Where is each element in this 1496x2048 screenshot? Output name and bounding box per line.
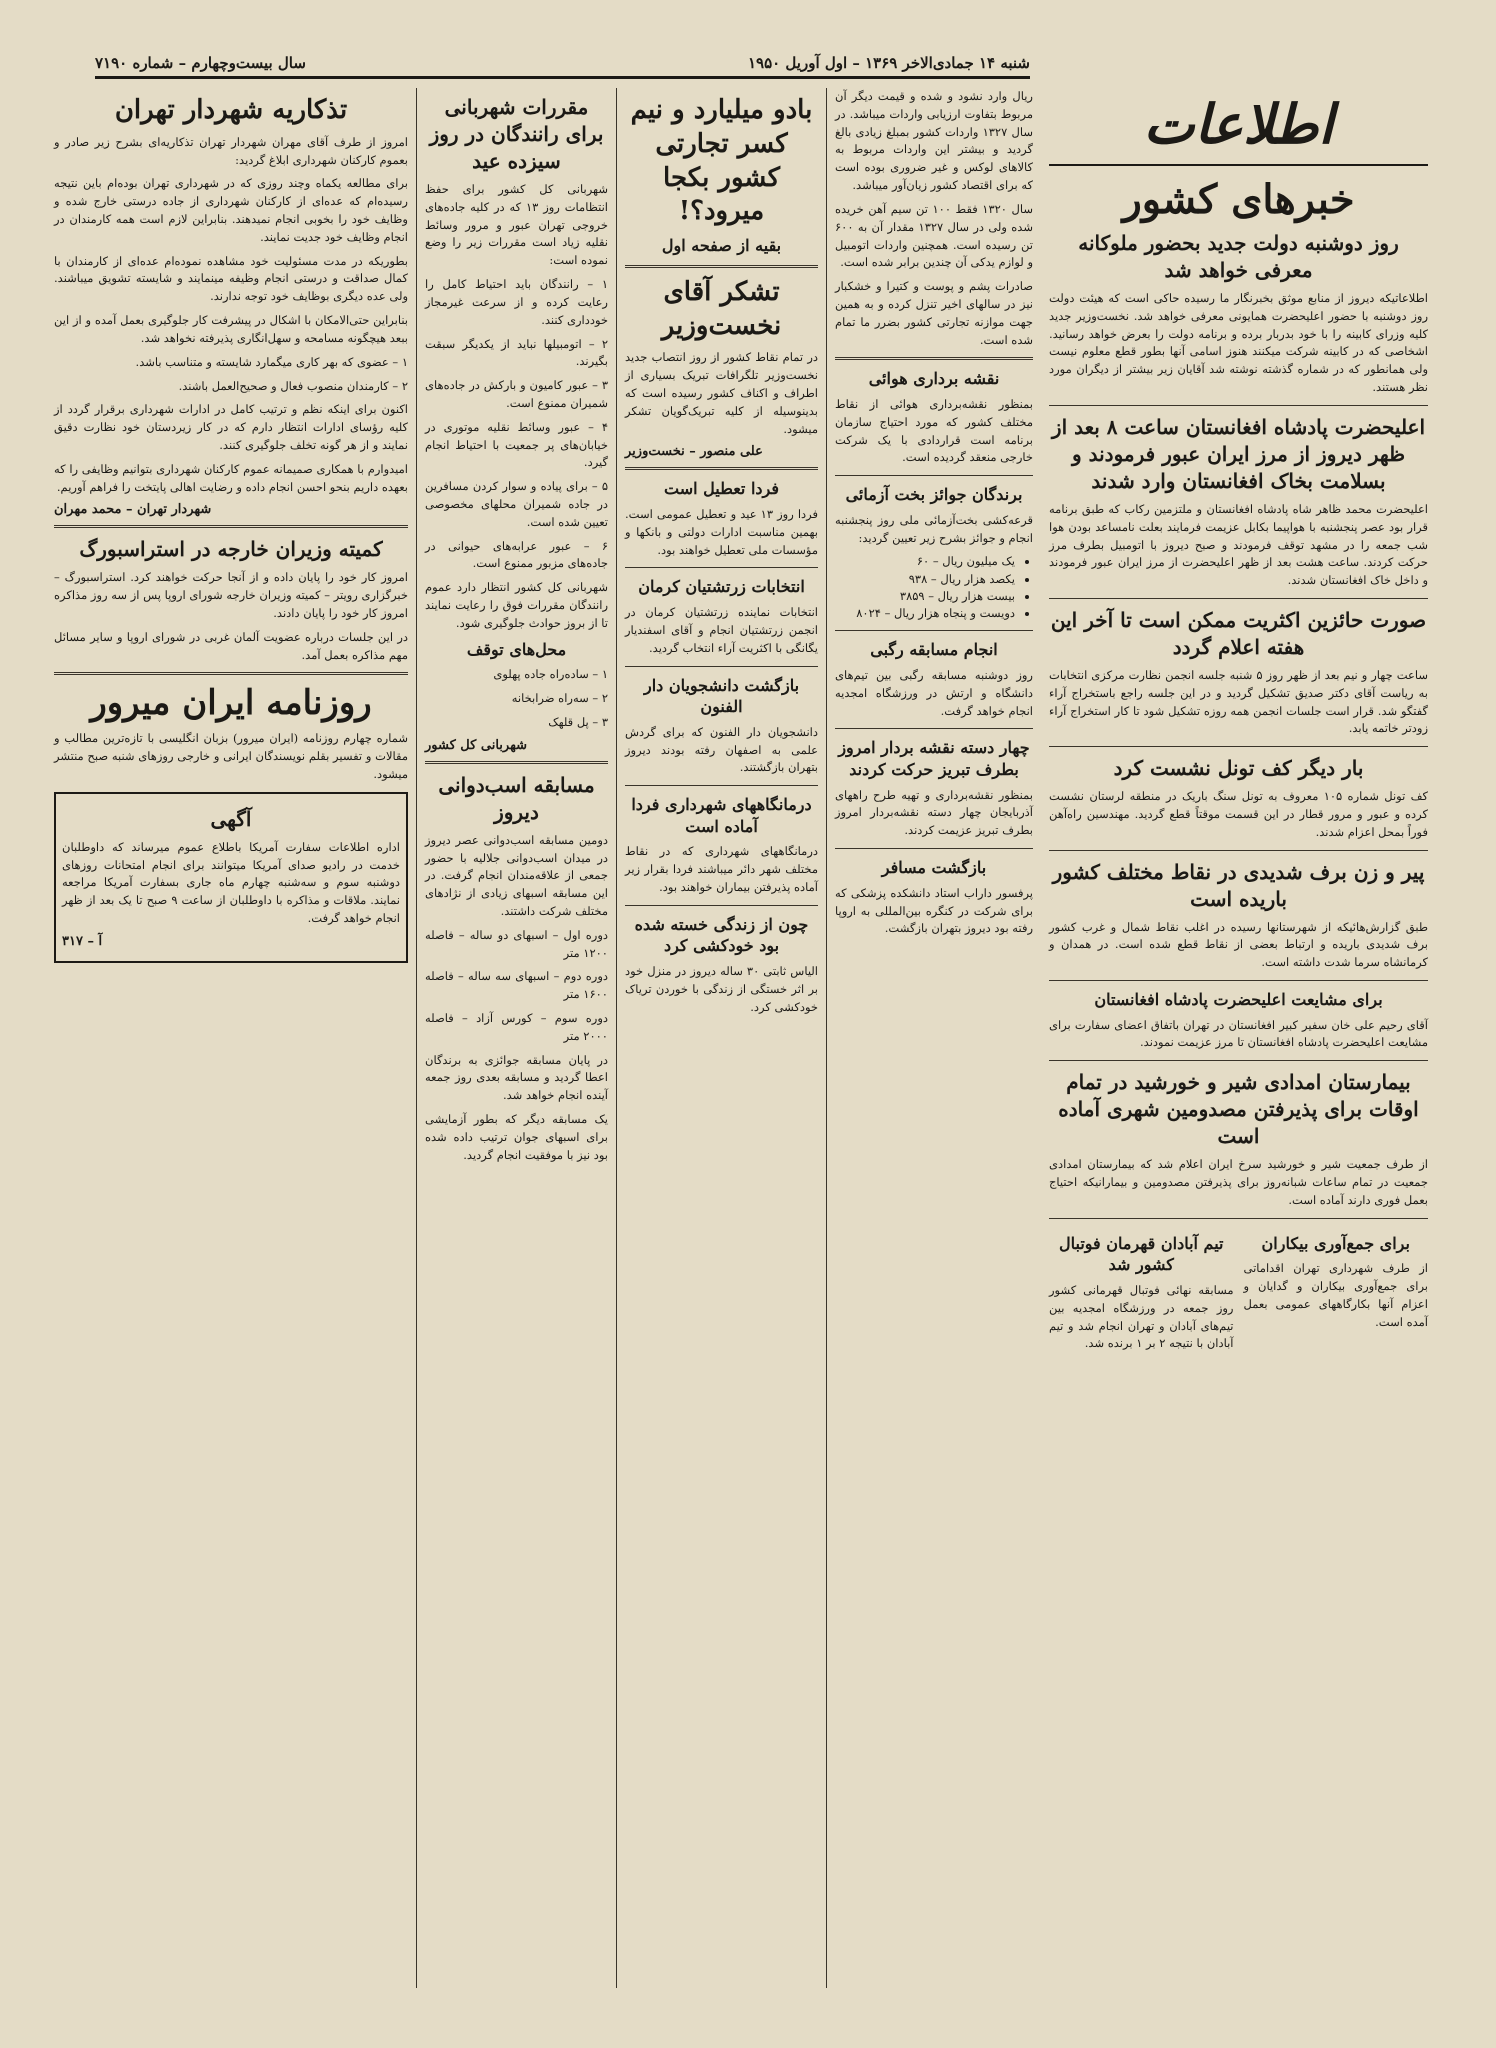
story-body: دومین مسابقه اسب‌دوانی عصر دیروز در میدان اسب‌دوانی جلالیه با حضور جمعی از علاقه‌مندان انجام گرفت. در این مسابقه اسبهای زیادی از نژادهای مختلف شرکت داشتند. (425, 832, 608, 918)
story-headline: بازگشت دانشجویان دار الفنون (643, 675, 800, 717)
ad-heading: آگهی (210, 806, 252, 831)
story-headline: فردا تعطیل است (664, 479, 779, 499)
story-body: کف تونل شماره ۱۰۵ معروف به تونل سنگ باریک در منطقه لرستان نشست کرده و عبور و مرور قطار در این قسمت موقتاً قطع گردید. مهندسین راه‌آهن فوراً بمحل اعزام شدند. (1049, 789, 1428, 839)
column-national-news (1041, 88, 1436, 1988)
story-body: از طرف جمعیت شیر و خورشید سرخ ایران اعلام شد که بیمارستان امدادی جمعیت در تمام ساعات شبانه‌روز برای پذیرفتن مصدومین و بیمارانیکه احتیاج بعمل فوری دارند آماده است. (1049, 1157, 1428, 1207)
divider (1049, 850, 1428, 851)
race-item: دوره اول – اسبهای دو ساله – فاصله ۱۲۰۰ متر (425, 927, 608, 960)
prize-item: • بیست هزار ریال – ۳۸۵۹ (835, 588, 1015, 605)
section-headline: خبرهای کشور (1122, 176, 1355, 223)
bottom-stories (1049, 1227, 1428, 1359)
story-headline: چهار دسته نقشه بردار امروز بطرف تبریز حرکت کردند (838, 738, 1030, 780)
story-headline: تذکاریه شهردار تهران (114, 95, 348, 125)
signature: علی منصور – نخست‌وزیر (625, 444, 763, 460)
story-body: اکنون برای اینکه نظم و ترتیب کامل در ادارات شهرداری برقرار گردد از کلیه رؤسای ادارات انتظار دارم که در کار زیردستان خود نظارت دقیق نمایند و از هر گونه تخلف جلوگیری کنند. (54, 402, 408, 452)
story-headline: تشکر آقای نخست‌وزیر (661, 276, 782, 341)
story-body: درمانگاههای شهرداری که در نقاط مختلف شهر دائر میباشند فردا بقرار زیر آماده پذیرفتن بیماران خواهند بود. (625, 844, 818, 894)
divider (54, 672, 408, 675)
divider (835, 357, 1033, 360)
story-body: امروز کار خود را پایان داده و از آنجا حرکت خواهند کرد. استراسبورگ – خبرگزاری رویتر – کمیته وزیران خارجه شورای اروپا پس از سه روز مذاکره امروز کار خود را پایان دادند. (54, 570, 408, 621)
story-body: فردا روز ۱۳ عید و تعطیل عمومی است. بهمین مناسبت ادارات دولتی و بانکها و مؤسسات ملی تعطیل خواهند بود. (625, 507, 818, 557)
story-headline: برای مشایعت اعلیحضرت پادشاه افغانستان (1094, 990, 1383, 1010)
signature: شهربانی کل کشور (425, 737, 527, 753)
story-body: دانشجویان دار الفنون که برای گردش علمی به اصفهان رفته بودند دیروز بتهران بازگشتند. (625, 724, 818, 775)
story-headline: مسابقه اسب‌دوانی دیروز (438, 772, 595, 824)
story-body: آقای رحیم علی خان سفیر کبیر افغانستان در تهران باتفاق اعضای سفارت برای مشایعت اعلیحضرت پادشاه افغانستان تا مرز عزیمت نمودند. (1049, 1017, 1428, 1050)
story-body: بطوریکه در مدت مسئولیت خود مشاهده نموده‌ام عده‌ای از کارمندان با کمال صداقت و درستی انجام وظیفه مینمایند و شایسته تشویق میباشند. ولی عده دیگری بوظایف خود توجه ندارند. (54, 253, 408, 304)
story-headline: درمانگاههای شهرداری فردا آماده است (631, 795, 812, 836)
divider (1049, 1218, 1428, 1219)
divider (625, 905, 818, 906)
story-body: ریال وارد نشود و شده و قیمت دیگر آن مربوط بتفاوت ارزیابی واردات میباشد. در سال ۱۳۲۷ واردات کشور بمبلغ زیادی بالغ گردید و بیشتر این واردات مربوط به کالاهای لوکس و غیر ضروری بوده است که برای اقتصاد کشور زیان‌آور میباشد. (835, 89, 1033, 193)
divider (835, 728, 1033, 729)
divider (1049, 1060, 1428, 1061)
column-trade (826, 88, 1041, 1988)
story-headline: نقشه برداری هوائی (868, 369, 1000, 389)
prize-list (835, 553, 1033, 622)
rule-item: ۱ – رانندگان باید احتیاط کامل را رعایت کرده و از سرعت غیرمجاز خودداری کنند. (425, 277, 608, 327)
story-body: مسابقه نهائی فوتبال قهرمانی کشور روز جمعه در ورزشگاه امجدیه بین تیم‌های آبادان و تهران انجام شد و تیم آبادان با نتیجه ۲ بر ۱ برنده شد. (1049, 1282, 1234, 1351)
place-item: ۳ – پل قلهک (548, 714, 608, 729)
story-body: در این جلسات درباره عضویت آلمان غربی در شورای اروپا و سایر مسائل مهم مذاکره بعمل آمد. (54, 629, 408, 662)
subheading: محل‌های توقف (466, 639, 567, 659)
divider (1049, 405, 1428, 406)
story-headline: انتخابات زرتشتیان کرمان (638, 577, 805, 597)
rule-item: ۴ – عبور وسائط نقلیه موتوری در خیابان‌های پر جمعیت با احتیاط انجام گیرد. (425, 419, 608, 470)
place-item: ۲ – سه‌راه ضرابخانه (511, 691, 608, 706)
trade-deficit-headline: بادو میلیارد و نیم کسر تجارتی کشور بکجا میرود؟! (630, 95, 813, 227)
ad-body: اداره اطلاعات سفارت آمریکا باطلاع عموم میرساند که داوطلبان خدمت در رادیو صدای آمریکا میتوانند برای انجام امتحانات روزهای دوشنبه سوم و سه‌شنبه چهارم ماه جاری بسفارت آمریکا مراجعه نمایند. ملاقات و مذاکره با داوطلبان از ساعت ۹ صبح تا یک بعد از ظهر انجام خواهد گرفت. (62, 839, 400, 925)
story-body: در پایان مسابقه جوائزی به برندگان اعطا گردید و مسابقه بعدی روز جمعه آینده انجام خواهد شد. (425, 1052, 608, 1103)
divider (835, 630, 1033, 631)
story-body: اطلاعاتیکه دیروز از منابع موثق بخبرنگار ما رسیده حاکی است که هیئت دولت روز دوشنبه با حضور اعلیحضرت همایونی معرفی خواهد شد. نخست‌وزیر جدید کلیه وزرای کابینه را با خود بدربار برده و برنامه دولت را بعرض خواهد رسانید. اشخاصی که در کابینه شرکت میکنند هنوز اسامی آنها بطور قطع معلوم نیست ولی همانطور که در شماره گذشته نوشته شد آقایان زیر بیشتر از دیگران مورد نظر هستند. (1049, 291, 1428, 395)
story-headline: روزنامه ایران میرور (90, 683, 372, 724)
story-headline: پیر و زن برف شدیدی در نقاط مختلف کشور باریده است (1052, 859, 1425, 911)
story-body: امروز از طرف آقای مهران شهردار تهران تذکاریه‌ای بشرح زیر صادر و بعموم کارکنان شهرداری ابلاغ گردید: (54, 134, 408, 167)
story-headline: بازگشت مسافر (881, 858, 987, 878)
divider (625, 467, 818, 470)
story-body: الیاس ثابتی ۳۰ ساله دیروز در منزل خود بر اثر خستگی از زندگی با خوردن تریاک خودکشی کرد. (625, 963, 818, 1014)
divider (625, 567, 818, 568)
story-body: قرعه‌کشی بخت‌آزمائی ملی روز پنجشنبه انجام و جوائز بشرح زیر تعیین گردید: (835, 512, 1033, 545)
story-body: بمنظور نقشه‌برداری و تهیه طرح راههای آذربایجان چهار دسته نقشه‌بردار امروز بطرف تبریز عزیمت کردند. (835, 787, 1033, 838)
story-body: در تمام نقاط کشور از روز انتصاب جدید نخست‌وزیر تلگرافات تبریک بسیاری از اطراف و اکناف کشور رسیده است که بدینوسیله از کلیه تبریک‌گویان تشکر میشود. (625, 350, 818, 436)
story-body: امیدوارم با همکاری صمیمانه عموم کارکنان شهرداری بتوانیم وظایفی را که بعهده داریم بنحو احسن انجام داده و رضایت اهالی پایتخت را فراهم آوریم. (54, 461, 408, 494)
divider (1049, 980, 1428, 981)
place-item: ۱ – ساده‌راه جاده پهلوی (493, 667, 608, 682)
story-box (1049, 1227, 1234, 1359)
story-headline: انجام مسابقه رگبی (870, 640, 998, 660)
story-body: از طرف شهرداری تهران اقداماتی برای جمع‌آوری بیکاران و گدایان و اعزام آنها بکارگاههای عمومی بعمل آمده است. (1243, 1261, 1428, 1329)
story-headline: روز دوشنبه دولت جدید بحضور ملوکانه معرفی خواهد شد (1078, 231, 1399, 282)
story-body: شماره چهارم روزنامه (ایران میرور) بزبان انگلیسی با تازه‌ترین مطالب و مقالات و تفسیر بقلم نویسندگان ایرانی و خارجی روزهای شنبه صبح منتشر میشود. (54, 731, 408, 781)
divider (1049, 598, 1428, 599)
story-body: انتخابات نماینده زرتشتیان کرمان در انجمن زرتشتیان انجام و آقای اسفندیار یگانگی با اکثریت آراء انتخاب گردید. (625, 605, 818, 655)
ad-code: آ – ۳۱۷ (62, 933, 103, 949)
story-body: ساعت چهار و نیم بعد از ظهر روز ۵ شنبه جلسه انجمن نظارت مرکزی انتخابات به ریاست آقای دکتر صدیق تشکیل گردید و در این جلسه راجع باستخراج آراء گفتگو شد. قرار است جلسات انجمن همه روزه تشکیل شود تا کار استخراج آراء زودتر خاتمه یابد. (1049, 667, 1428, 736)
story-headline: چون از زندگی خسته شده بود خودکشی کرد (634, 914, 809, 956)
rule-item: ۲ – اتومبیلها نباید از یکدیگر سبقت بگیرند. (425, 336, 608, 369)
story-headline: مقررات شهربانی برای رانندگان در روز سیزده عید (429, 95, 604, 173)
signature: شهردار تهران – محمد مهران (54, 502, 212, 518)
story-headline: بار دیگر کف تونل نشست کرد (1113, 756, 1364, 781)
column-police-rules (416, 88, 616, 1988)
story-body: بمنظور نقشه‌برداری هوائی از نقاط مختلف کشور که مورد احتیاج سازمان برنامه است قراردادی با یک شرکت خارجی منعقد گردیده است. (835, 396, 1033, 465)
divider (1049, 746, 1428, 747)
story-body: روز دوشنبه مسابقه رگبی بین تیم‌های دانشگاه و ارتش در ورزشگاه امجدیه انجام خواهد گرفت. (835, 668, 1033, 718)
divider (625, 785, 818, 786)
story-headline: تیم آبادان قهرمان فوتبال کشور شد (1059, 1233, 1224, 1275)
story-body: سال ۱۳۲۰ فقط ۱۰۰ تن سیم آهن خریده شده ولی در سال ۱۳۲۷ مقدار آن به ۶۰۰ تن رسیده است. همچنین واردات اتومبیل و لوازم یدکی آن چندین برابر شده است. (835, 201, 1033, 270)
prize-item: • یکصد هزار ریال – ۹۳۸ (835, 571, 1015, 588)
divider (625, 265, 818, 268)
divider (625, 666, 818, 667)
divider (835, 475, 1033, 476)
divider (54, 525, 408, 528)
story-headline: بیمارستان امدادی شیر و خورشید در تمام اوقات برای پذیرفتن مصدومین شهری آماده است (1058, 1070, 1419, 1149)
story-body: طبق گزارش‌هائیکه از شهرستانها رسیده در اغلب نقاط شمال و غرب کشور برف شدیدی باریده و ارتباط بعضی از نقاط قطع شده است. در همدان و کرمانشاه سرما شدت داشته است. (1049, 919, 1428, 970)
story-body: اعلیحضرت محمد ظاهر شاه پادشاه افغانستان و ملتزمین رکاب که طبق برنامه قرار بود عصر پنجشنبه با هواپیما بکابل عزیمت فرمایند بعلت نامساعد بودن هوا شب جمعه را در مشهد توقف فرمودند و صبح دیروز با اتومبیل بطرف مرز حرکت کردند. ساعت هشت بعد از ظهر اعلیحضرت از مرز ایران عبور فرمودند و داخل خاک افغانستان شدند. (1049, 501, 1428, 588)
divider (425, 761, 608, 764)
story-headline: کمیته وزیران خارجه در استراسبورگ (79, 537, 383, 562)
story-body: بنابراین حتی‌الامکان با اشکال در پیشرفت کار جلوگیری بعمل آمده و از این ببعد هیچگونه مسامحه و سهل‌انگاری پذیرفته نخواهد شد. (54, 313, 408, 345)
column-trade-continued (616, 88, 826, 1988)
story-body: برای مطالعه یکماه وچند روزی که در شهرداری تهران بوده‌ام باین نتیجه رسیده‌ام که عده‌ای از کارکنان شهرداری از جاده درستی خارج شده و وظایف خود را بخوبی انجام نمیدهند. بنابراین لازم است همه کارمندان در انجام وظایف خود جدیت نمایند. (54, 176, 408, 244)
prize-item: • دویست و پنجاه هزار ریال – ۸۰۲۴ (835, 605, 1015, 622)
story-headline: برای جمع‌آوری بیکاران (1261, 1233, 1410, 1253)
rule-item: ۶ – عبور عرابه‌های حیوانی در جاده‌های مزبور ممنوع است. (425, 538, 608, 571)
story-headline: صورت حائزین اکثریت ممکن است تا آخر این هفته اعلام گردد (1050, 607, 1427, 659)
story-body: شهربانی کل کشور انتظار دارد عموم رانندگان مقررات فوق را رعایت نمایند تا از بروز حوادث جلوگیری شود. (425, 580, 608, 630)
prize-item: • یک میلیون ریال – ۶۰ (835, 553, 1015, 570)
story-headline: اعلیحضرت پادشاه افغانستان ساعت ۸ بعد از ظهر دیروز از مرز ایران عبور فرمودند و بسلامت بخاک افغانستان وارد شدند (1051, 414, 1426, 493)
continued-note: بقیه از صفحه اول (661, 236, 782, 256)
rule-item: ۳ – عبور کامیون و بارکش در جاده‌های شمیران ممنوع است. (425, 378, 608, 410)
story-headline: برندگان جوائز بخت آزمائی (845, 485, 1023, 505)
header-bar (95, 50, 1030, 79)
rule-item: ۵ – برای پیاده و سوار کردن مسافرین در جاده شمیران محلهای مخصوصی تعیین شده است. (425, 479, 608, 529)
list-item: ۱ – عضوی که بهر کاری میگمارد شایسته و متناسب باشد. (135, 354, 408, 369)
issue-date: شنبه ۱۴ جمادی‌الاخر ۱۳۶۹ – اول آوریل ۱۹۵۰ (747, 54, 1030, 72)
story-box (1244, 1227, 1429, 1359)
race-item: دوره دوم – اسبهای سه ساله – فاصله ۱۶۰۰ متر (425, 969, 608, 1002)
story-body: شهربانی کل کشور برای حفظ انتظامات روز ۱۳ که در کلیه جاده‌های خروجی تهران عبور و مرور وسائط نقلیه زیاد است مقررات زیر را وضع نموده است: (425, 182, 609, 268)
story-body: پرفسور داراب استاد دانشکده پزشکی که برای شرکت در کنگره بین‌المللی به اروپا رفته بود دیروز بتهران بازگشت. (835, 885, 1033, 936)
story-body: یک مسابقه دیگر که بطور آزمایشی برای اسبهای جوان ترتیب داده شده بود نیز با موفقیت انجام گردید. (425, 1112, 608, 1162)
divider (835, 848, 1033, 849)
issue-number: سال بیست‌و‌چهارم – شماره ۷۱۹۰ (95, 54, 306, 72)
list-item: ۲ – کارمندان منصوب فعال و صحیح‌العمل باشند. (178, 378, 408, 393)
race-item: دوره سوم – کورس آزاد – فاصله ۲۰۰۰ متر (425, 1011, 608, 1043)
masthead-logo: اطلاعات (1049, 88, 1428, 166)
column-mayor (46, 88, 416, 1988)
advertisement-box (54, 792, 408, 963)
story-body: صادرات پشم و پوست و کتیرا و خشکبار نیز در سالهای اخیر تنزل کرده و به همین جهت موازنه تجارتی کشور بضرر ما تمام شده است. (835, 279, 1033, 347)
